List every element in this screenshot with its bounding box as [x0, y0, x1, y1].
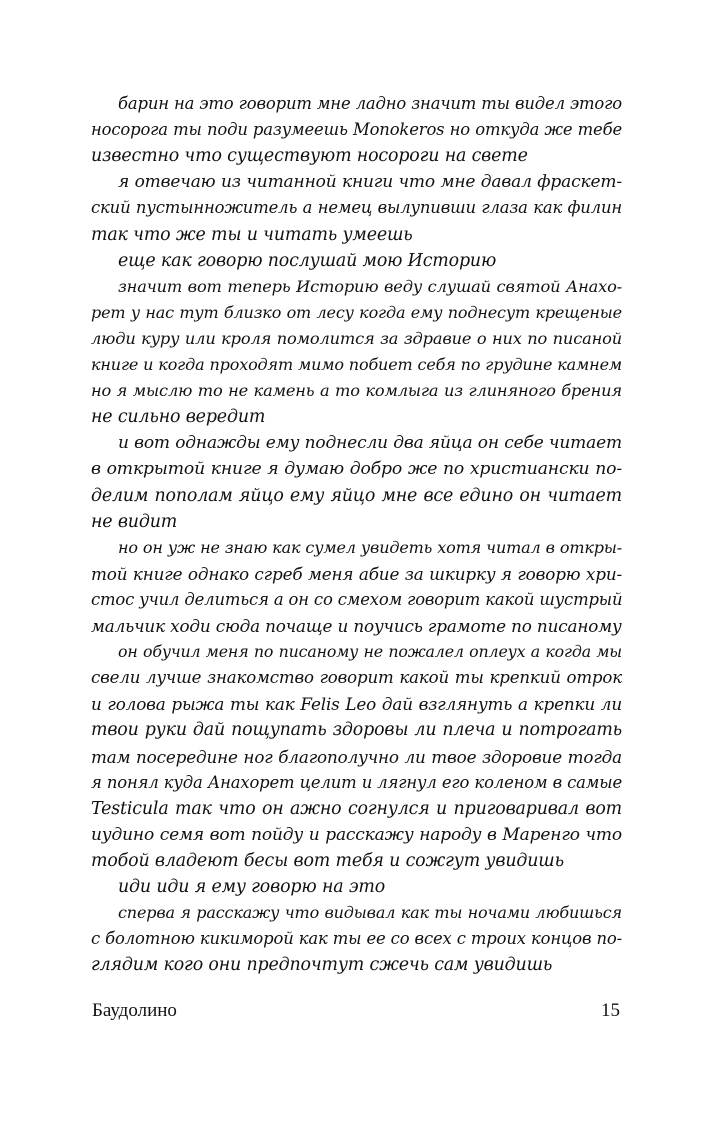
text-line: но он уж не знаю как сумел увидеть хотя читал в откры-: [118, 537, 622, 557]
text-line: ский пустынножитель а немец вылупивши глаза как филин: [91, 198, 622, 218]
text-line: барин на это говорит мне ладно значит ты видел этого: [118, 94, 622, 113]
text-line: книге и когда проходят мимо побиет себя по грудине камнем: [91, 355, 622, 374]
running-footer-title: Баудолино: [92, 1000, 177, 1021]
text-line: так что же ты и читать умеешь: [91, 224, 413, 245]
text-line: не сильно вередит: [91, 407, 266, 428]
text-line: и вот однажды ему поднесли два яйца он себе читает: [118, 433, 622, 454]
text-line: сперва я расскажу что видывал как ты ночами любишься: [118, 903, 622, 923]
text-line: иди иди я ему говорю на это: [118, 877, 386, 897]
text-line: но я мыслю то не камень а то комлыга из глиняного брения: [91, 381, 622, 401]
text-line: Testicula так что он ажно согнулся и приговаривал вот: [91, 798, 622, 819]
text-line: глядим кого они предпочтут сжечь сам увидишь: [91, 955, 553, 976]
text-line: значит вот теперь Историю веду слушай святой Анахо-: [118, 276, 622, 296]
text-line: носорога ты поди разумеешь Monokeros но откуда же тебе: [91, 120, 622, 140]
text-line: тобой владеют бесы вот тебя и сожгут увидишь: [91, 850, 564, 871]
text-line: той книге однако сгреб меня абие за шкирку я говорю хри-: [91, 563, 622, 584]
text-line: я отвечаю из читанной книги что мне давал фраскет-: [118, 172, 622, 193]
text-line: еще как говорю послушай мою Историю: [118, 250, 497, 271]
text-line: делим пополам яйцо ему яйцо мне все едино он читает: [91, 485, 622, 506]
text-line: известно что существуют носороги на свете: [91, 146, 528, 167]
text-line: стос учил делиться а он со смехом говорит какой шустрый: [91, 589, 623, 609]
text-line: рет у нас тут близко от лесу когда ему поднесут крещеные: [91, 302, 622, 322]
text-line: с болотною кикиморой как ты ее со всех с троих концов по-: [91, 929, 622, 949]
text-line: не видит: [91, 511, 178, 532]
text-line: свели лучше знакомство говорит какой ты крепкий отрок: [91, 668, 622, 688]
text-line: иудино семя вот пойду и расскажу народу в Маренго что: [91, 824, 622, 845]
text-line: твои руки дай пощупать здоровы ли плеча и потрогать: [91, 720, 622, 741]
text-line: мальчик ходи сюда почаще и поучись грамоте по писаному: [91, 616, 622, 636]
text-line: в открытой книге я думаю добро же по христиански по-: [91, 459, 622, 480]
text-line: он обучил меня по писаному не пожалел оплеух а когда мы: [118, 642, 622, 662]
text-line: там посередине ног благополучно ли твое здоровие тогда: [91, 746, 622, 767]
text-line: я понял куда Анахорет целит и лягнул его коленом в самые: [91, 772, 622, 792]
text-line: люди куру или кроля помолится за здравие о них по писаной: [91, 328, 622, 348]
page-number: 15: [601, 1000, 620, 1021]
text-line: и голова рыжа ты как Felis Leo дай взглянуть а крепки ли: [91, 694, 622, 715]
